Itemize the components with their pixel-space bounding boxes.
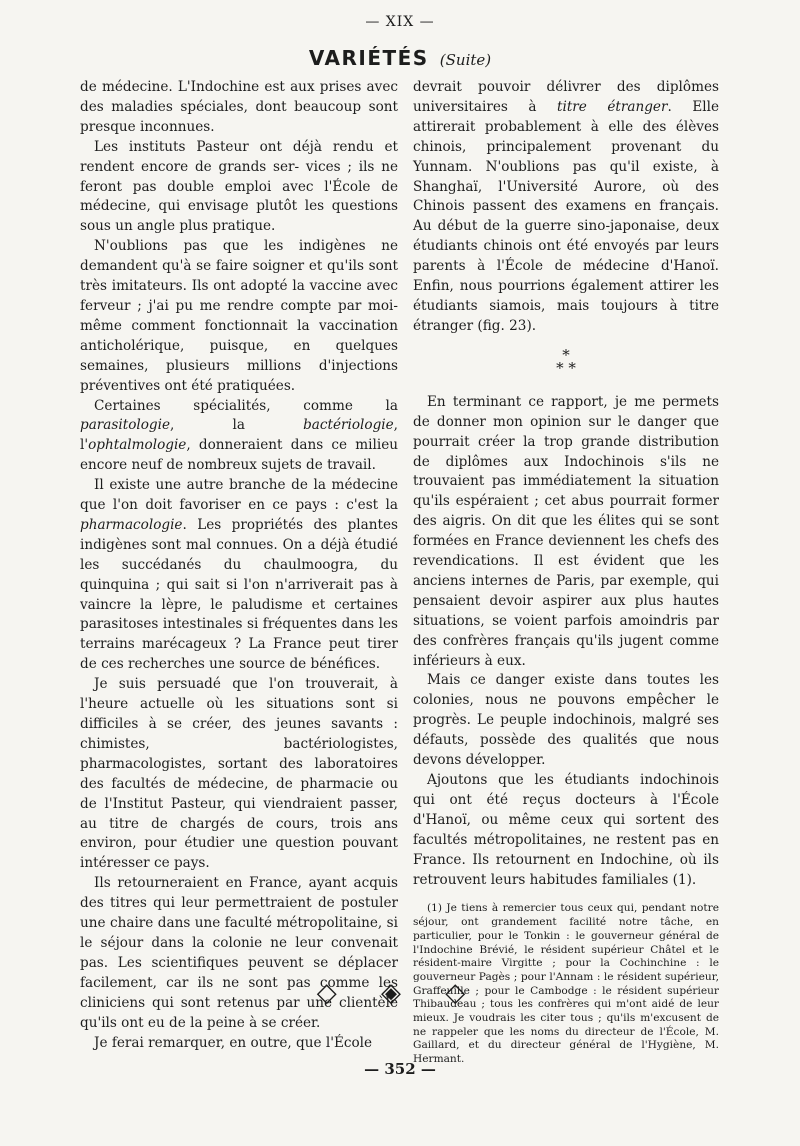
paragraph: Mais ce danger existe dans toutes les colonies, nous ne pouvons empêcher le progrès. Le peuple indochinois, malgré ses défauts, possède des qualités que nous devons développer. — [413, 672, 719, 769]
asterism-top: * — [562, 345, 570, 364]
asterism-separator — [413, 345, 719, 377]
text-run: Certaines spécialités, comme la — [94, 397, 398, 414]
paragraph: Ils retourneraient en France, ayant acquis des titres qui leur permettraient de postuler une chaire dans une faculté métropolitaine, si le séjour dans la colonie ne leur convenait pas. Les scientifiques peuvent se déplacer facilement, car ils ne sont pas comme les cliniciens qui sont retenus par une clientèle qu'ils ont eu de la peine à se créer. — [80, 875, 398, 1031]
paragraph: Ajoutons que les étudiants indochinois qui ont été reçus docteurs à l'École d'Hanoï, ou même ceux qui sortent des facultés métropolitaines, ne restent pas en France. Ils retournent en Indochine, où ils retrouvent leurs habitudes familiales (1). — [413, 772, 719, 888]
emphasis-titre-etranger: titre étranger — [557, 98, 668, 115]
title-main: VARIÉTÉS — [308, 46, 429, 70]
section-page-number: — XIX — — [365, 14, 435, 30]
paragraph: En terminant ce rapport, je me permets de donner mon opinion sur le danger que pourrait créer la trop grande distribution de diplômes aux Indochinois s'ils ne trouvaient pas immédiatement la situation qu'ils espéraient ; cet abus pourrait former des aigris. On dit que les élites qui se sont formées en France deviennent les chefs des revendications. Il est évident que les anciens internes de Paris, par exemple, qui pensaient devoir aspirer aux plus hautes situations, se voient parfois amoindris par des confrères français qu'ils jugent comme inférieurs à eux. — [413, 393, 719, 669]
right-column — [413, 78, 719, 1067]
paragraph: Je suis persuadé que l'on trouverait, à l'heure actuelle où les situations sont si difficiles à se créer, des jeunes savants : chimistes, bactériologistes, pharmacologistes, sortant des laboratoires des facultés de médecine, de pharmacie ou de l'Institut Pasteur, qui viendraient passer, au titre de chargés de cours, trois ans environ, pour étudier une question pouvant intéresser ce pays. — [80, 676, 398, 872]
paragraph: N'oublions pas que les indigènes ne demandent qu'à se faire soigner et qu'ils sont très imitateurs. Ils ont adopté la vaccine avec ferveur ; j'ai pu me rendre compte par moi-même comment fonctionnait la vaccination anticholérique, puisque, en quelques semaines, plusieurs millions d'injections préventives ont été pratiquées. — [80, 238, 398, 394]
page-folio: — 352 — — [364, 1060, 436, 1078]
title-subtitle: (Suite) — [439, 51, 492, 69]
paragraph — [80, 476, 398, 675]
text-run: . Elle attirerait probablement à elle des élèves chinois, principalement provenant du Yunnam. N'oublions pas qu'il existe, à Shanghaï, l'Université Aurore, où des Chinois passent des examens en français. Au début de la guerre sino-japonaise, deux étudiants chinois ont été envoyés par leurs parents à l'École de médecine d'Hanoï. Enfin, nous pourrions également attirer les étudiants siamois, mais toujours à titre étranger (fig. 23). — [413, 98, 720, 334]
paragraph: Les instituts Pasteur ont déjà rendu et rendent encore de grands ser- vices ; ils ne feront pas double emploi avec l'École de médecine, qui envisage plutôt les questions sous un angle plus pratique. — [80, 138, 398, 235]
emphasis-ophtalmologie: ophtalmologie — [88, 437, 187, 454]
emphasis-bacteriologie: bactériologie — [303, 417, 394, 434]
text-run: , l' — [80, 417, 398, 454]
text-run: , donneraient dans ce milieu encore neuf de nombreux sujets de travail. — [80, 437, 398, 474]
paragraph — [413, 78, 719, 337]
ornament-divider: ◇ ◈ ◇ — [316, 978, 484, 1008]
paragraph — [80, 397, 398, 477]
page-title — [0, 46, 800, 70]
left-column — [80, 78, 398, 1053]
text-run: , la — [170, 417, 304, 434]
text-run: devrait pouvoir délivrer des diplômes universitaires à — [413, 79, 719, 115]
paragraph: Je ferai remarquer, en outre, que l'École — [94, 1034, 373, 1051]
paragraph: de médecine. L'Indochine est aux prises avec des maladies spéciales, dont beaucoup sont presque inconnues. — [80, 79, 398, 135]
emphasis-parasitologie: parasitologie — [80, 417, 171, 434]
text-run: Il existe une autre branche de la médecine que l'on doit favoriser en ce pays : c'est la — [80, 477, 398, 514]
asterism-bottom: * * — [556, 358, 576, 377]
emphasis-pharmacologie: pharmacologie — [80, 516, 183, 533]
text-run: . Les propriétés des plantes indigènes sont mal connues. On a déjà étudié les succédanés du chaulmoogra, du quinquina ; qui sait si l'on n'arriverait pas à vaincre la lèpre, le paludisme et certaines parasitoses intestinales si fréquentes dans les terrains marécageux ? La France peut tirer de ces recherches une source de bénéfices. — [80, 516, 398, 673]
footnote-text: (1) Je tiens à remercier tous ceux qui, pendant notre séjour, ont grandement facilité notre tâche, en particulier, pour le Tonkin : le gouverneur général de l'Indochine Brévié, le résident supérieur Châtel et le résident-maire Virgitte ; pour la Cochinchine : le gouverneur Pagès ; pour l'Annam : le résident supérieur, Graffeuille ; pour le Cambodge : le résident supérieur Thibaudeau ; tous les confrères qui m'ont aidé de leur mieux. Je voudrais les citer tous ; qu'ils m'excusent de ne rappeler que les noms du directeur de l'École, M. Gaillard, et du directeur général de l'Hygiène, M. Hermant. — [413, 902, 719, 1066]
